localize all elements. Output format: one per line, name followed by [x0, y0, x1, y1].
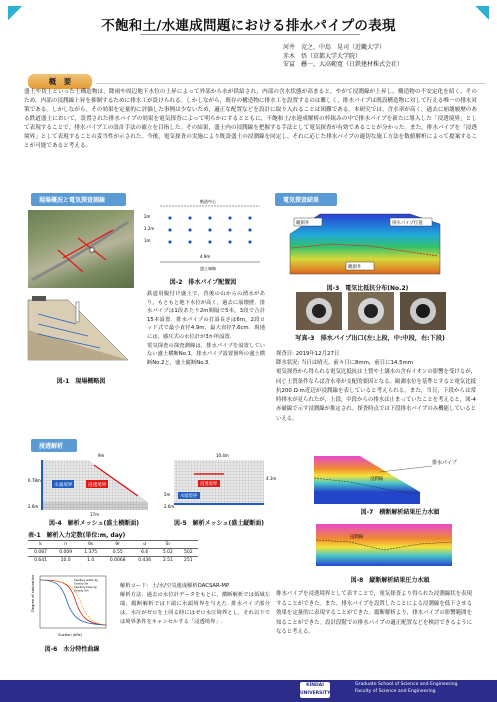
fig8-caption: 図-8 縦断解析結果圧力水頭 — [350, 577, 430, 584]
drain-pipe-dot — [168, 216, 171, 219]
site-photo-overlay — [28, 210, 134, 288]
drain-pipe-dot — [248, 228, 251, 231]
photo-caption: 写真-3 排水パイプ出口(左:上段，中:中段，右:下段) — [295, 335, 445, 342]
fig2-drain-layout — [140, 196, 266, 274]
photo-top-outlet — [296, 292, 342, 330]
table-cell — [179, 541, 198, 549]
footer-faculty — [355, 682, 458, 695]
fig8-label-seep: 浸潤線 — [350, 535, 364, 540]
table-cell: θs — [78, 541, 103, 549]
fig3-label-center: 観測井 — [348, 265, 362, 270]
photo-low-outlet — [400, 292, 446, 330]
author-line: 赤木 悟（京都大学大学院） — [283, 52, 362, 60]
fig2-label-d3: 1m — [144, 238, 151, 243]
drain-pipe-dot — [228, 240, 231, 243]
fig2-caption: 図-2 排水パイプ配置図 — [169, 279, 237, 286]
legend-entry: Gravity Sm — [74, 589, 89, 593]
author-line: 安冨 懸一，大高範寛（日鉄建材株式会社） — [283, 61, 404, 68]
fig8-long-result — [310, 520, 458, 570]
table-row — [28, 557, 198, 565]
drain-pipe-dot — [188, 240, 191, 243]
params-table — [28, 540, 198, 564]
fig4-label-base: 2.6m — [28, 504, 39, 509]
drain-pipe-dot — [188, 228, 191, 231]
fig2-label-bottom: 盛土端線 — [200, 266, 216, 271]
pipe-outlet-photos — [296, 292, 446, 330]
legend-entry: Capillary water Sg — [74, 579, 98, 582]
fig7-label-seep: 浸潤線 — [370, 477, 384, 482]
fig3-svg — [280, 204, 455, 282]
table-header-row — [28, 541, 198, 549]
table-cell: 0.436 — [132, 557, 157, 565]
fig1-caption: 図-1 現場概略図 — [56, 378, 106, 385]
fig4-label-seep: 浸透境界 — [88, 483, 107, 488]
photos-svg — [296, 292, 446, 330]
analysis-code-text: 解析コード：土/水/空気連成解析DACSAR-MP 解析方法：過去の水位計データをもとに，横断解析では領域左端，縦断解析では下端に水頭境界を与えた. 排水パイプ部分は，水圧がゼロを上回る時にはゼロ水圧境界とし，それ以下では境界条件をキャンセルする「浸透境界」. — [120, 583, 270, 625]
fig8-svg — [310, 520, 458, 570]
fig2-label-top: 軌道中心 — [200, 199, 216, 204]
table-cell: n — [53, 541, 78, 549]
photo-mid-outlet — [348, 292, 394, 330]
survey-date: 探査日: 2019年12月27日 — [276, 351, 340, 357]
fig4-label-length: 17m — [90, 512, 99, 517]
footer-line: Faculty of Science and Engineering — [355, 688, 436, 694]
fig4-svg — [28, 450, 160, 516]
summary-text: 排水パイプを浸透境界として表すことで，電気探査より得られた浸潤線状を表現することができた。また，排水パイプを設置したことによる浸潤線を低下させる効果を定量的に表現することができた。縦断解析より，排水パイプの影響範囲を知ることができた。設計段階での排水パイプの適正配置などを検討できるようになると考える。 — [276, 591, 472, 636]
logo-text: KINDAI UNIVERSITY — [300, 683, 331, 696]
table-row — [28, 549, 198, 557]
table-cell: 10.0 — [53, 557, 78, 565]
section-sketch-svg — [28, 290, 134, 372]
electric-heading: 電気探査結果 — [275, 193, 337, 206]
drain-pipe-dot — [168, 240, 171, 243]
table-cell: 5.02 — [157, 549, 178, 557]
fig5-label-side: 5m — [164, 492, 171, 497]
overview-text: 盛土や切土といった土構造物は，降雨や周辺地下水位の上昇によって外部から水が供給され，内部の含水状態が高まると，やがて浸潤線が上昇し，構造物の不安定化を招く。そのため，内部の浸潤線上昇を抑制するために排水工が設けられる。しかしながら，既存の構造物に排水工を設置するのは難しく，排水パイプは既設構造物に対して行える唯一の排水対策である。しかしながら，その効果を定量的に評価した事例は少ないため，適正な配置などを設計に取り入れることは困難である。本研究では，含水率が高く，過去に崩壊履歴のある鉄道盛土において，設置された排水パイプの効果を電気探査によって明らかにするとともに，不飽和土/水連成解析の枠組みの中で排水パイプを新たに導入した「浸透境界」として表現することで，排水パイプ工の設計手法の確立を目指した。その結果，盛土内の浸潤線を把握する手法として電気探査が有効であることが分かった。また，排水パイプを「浸透境界」として表現することの妥当性が示された。今後，電気探査の実施により既設盛土の浸潤線を同定し，それに応じた排水パイプの適切な施工方法を数値解析によって提案することが可能であると考える。 — [24, 89, 477, 149]
title-rule — [140, 34, 360, 35]
fig2-label-d2: 1.2m — [144, 226, 155, 231]
fig3-resistivity-map — [280, 204, 455, 282]
site-legend-well — [86, 204, 109, 209]
table-cell: 1.375 — [78, 549, 103, 557]
table-cell: 0.55 — [103, 549, 132, 557]
fig5-svg — [164, 450, 277, 516]
fig3-caption: 図-3 電気比抵抗分布(No.2) — [326, 285, 409, 292]
poster-title: 不飽和土/水連成問題における排水パイプの表現 — [101, 18, 396, 34]
fig4-label-width: 9m — [98, 453, 105, 458]
fig3-label-drain: 排水パイプ位置 — [392, 221, 423, 226]
table-cell: 0.0068 — [103, 557, 132, 565]
drain-pipe-dot — [228, 228, 231, 231]
fig5-mesh-long — [164, 450, 277, 516]
author-line: 河井 克之，中島 晃司（近畿大学） — [283, 44, 386, 51]
table-cell: 502 — [179, 549, 198, 557]
drain-pipe-dot — [248, 240, 251, 243]
site-legend — [28, 204, 133, 209]
table-cell: k — [28, 541, 53, 549]
fig5-label-seep: 浸透境界 — [200, 482, 218, 487]
legend-entry: Capillary base Sg — [74, 586, 97, 589]
fig7-label-drain: 排水パイプ — [432, 460, 457, 466]
drain-pipe-dot — [248, 216, 251, 219]
table-cell: θr — [103, 541, 132, 549]
fig5-label-water: 水頭境界 — [180, 494, 198, 499]
fig2-label-d1: 2m — [144, 214, 151, 219]
fig3-label-left: 観測井 — [296, 221, 310, 226]
drain-pipe-dot — [188, 216, 191, 219]
table-cell: Sr — [157, 541, 178, 549]
table-caption: 表-1 解析入力定数(単位:m, day) — [28, 532, 126, 539]
fig2-svg — [140, 196, 266, 274]
fig7-cross-result — [310, 452, 470, 506]
footer-line: Graduate School of Science and Engineering — [355, 682, 458, 687]
fig5-caption: 図-5 解析メッシュ(盛土縦断面) — [173, 520, 265, 527]
fig6-swcc — [30, 572, 110, 638]
table-cell: 0.009 — [53, 549, 78, 557]
table-cell: 1.0 — [78, 557, 103, 565]
overview-heading: 概 要 — [28, 74, 92, 89]
legend-entry: Gravity Sw — [74, 582, 89, 586]
drain-pipe-dot — [208, 228, 211, 231]
fig4-caption: 図-4 解析メッシュ(盛土横断面) — [48, 520, 140, 527]
site-heading: 現場概況と電気探査測線 — [31, 193, 126, 206]
fig4-mesh-cross — [28, 450, 160, 516]
drain-pipe-dot — [228, 216, 231, 219]
table-cell: 6.6 — [132, 549, 157, 557]
site-description: 鉄道用腹付け盛土で，背後の山からの湧水があり，もともと地下水位が高く，過去に崩壊歴．排水パイプは1段あたり2m間隔で5本，3段で合計15本設置．排水パイプの打設長さは6m，2段ロッド式で最小直径4.9m，最大直径7.6cm．現地には，感圧式の水位計が3か所設置． 電気探査の探査測線は，排水パイプを設置していない盛土横断No.1，排水パイプ設置箇所の盛土横断No.2と，盛土縦断No.3． — [147, 291, 265, 366]
table-cell: 251 — [179, 557, 198, 565]
table-cell: α — [132, 541, 157, 549]
site-aerial-photo — [28, 210, 134, 288]
author-list — [283, 44, 403, 70]
fig5-label-base: 2.6m — [164, 504, 175, 509]
site-section-sketch — [28, 290, 134, 372]
drain-dot-group — [168, 216, 251, 243]
fig7-svg — [310, 452, 470, 506]
fig4-label-height: 6.78m — [28, 478, 41, 483]
fig6-svg — [30, 572, 110, 638]
drain-pipe-dot — [168, 228, 171, 231]
university-logo — [300, 682, 330, 698]
fig5-label-width: 10.4m — [216, 453, 229, 458]
fig4-label-water: 水頭境界 — [54, 483, 73, 488]
fig6-xlabel: Suction (kPa) — [58, 633, 82, 637]
seepage-heading: 浸透解析 — [31, 439, 77, 452]
fig2-label-spacing: 4.9m — [200, 254, 211, 259]
overview-rule — [96, 83, 486, 84]
table-cell: 0.087 — [28, 549, 53, 557]
drain-pipe-dot — [208, 240, 211, 243]
drain-pipe-dot — [208, 216, 211, 219]
fig5-label-height: 4.1m — [266, 476, 277, 481]
fig7-caption: 図-7 横断解析結果圧力水頭 — [360, 509, 440, 516]
electric-text: 降水状況: 当日は晴天，前々日に8mm，前日に14.5mm 電気探査から得られる電気比抵抗は土質や土壌水の含有イオンの影響を受けるが，同じ土質条件ならば含水率が支配的要因となる。観測水位を基準とすると電気比抵抗200 Ω·m近辺が浸潤線を表していると考えられる。また，当日，下段からは常時排水が見られたが，上段，中段からの排水は止まっていたことを考えると，図-4赤破線で示す浸潤線が推定され，探査時点では下段排水パイプのみ機能しているといえる。 — [276, 360, 476, 422]
fig6-ylabel: Degree of saturation — [31, 574, 35, 612]
table-cell: 0.641 — [28, 557, 53, 565]
table-cell: 2.51 — [157, 557, 178, 565]
fig6-caption: 図-6 水分特性曲線 — [44, 646, 100, 653]
